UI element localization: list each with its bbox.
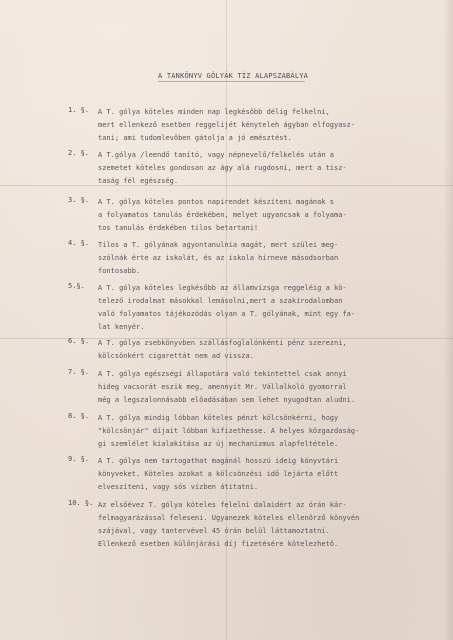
rule-number: 3. §. bbox=[68, 196, 90, 204]
rule-text: A T. gólya köteles minden nap legkésőbb délig felkelni, mert ellenkező esetben reggelijét kényteleh ágyban elfogyasz- tani; ami tudomlevőben gátolja a jó emésztést. bbox=[98, 108, 356, 142]
rule-text: A T. gólya köteles pontos napirendet készíteni magának s a folyamatos tanulás érdekében, melyet ugyancsak a folyama- tos tanulás érdekében tilos betartani! bbox=[98, 198, 347, 232]
rule-number: 8. §. bbox=[68, 412, 90, 420]
rule-text: A T.gólya /leendő tanító, vagy népnevelő/felkelés után a szemetet köteles gondosan az ágy alá rugdosni, mert a tisz- taság fél egészség. bbox=[98, 151, 347, 185]
rule-item bbox=[68, 337, 448, 363]
rule-number: 5.§. bbox=[68, 282, 85, 290]
rule-text: A T. gólya zsebkönyvben szállásfoglalónkénti pénz szerezni, kölcsönkért cigarettát nem ad vissza. bbox=[98, 339, 347, 360]
rule-text: Tilos a T. gólyának agyontanulnia magát, mert szülei meg- szólnák érte az iskolát, és az iskola hírneve másodsorban fontosabb. bbox=[98, 241, 339, 275]
rule-item bbox=[68, 282, 448, 334]
rule-item bbox=[68, 499, 448, 551]
rule-number: 9. §. bbox=[68, 455, 90, 463]
rule-item bbox=[68, 196, 448, 235]
rule-item bbox=[68, 106, 448, 145]
document-title: A TANKÖNYV GÓLYÁK TÍZ ALAPSZABÁLYA bbox=[158, 72, 309, 80]
rule-item bbox=[68, 239, 448, 278]
rule-text: A T. gólya mindig lóbban köteles pénzt kölcsönkérni, hogy "kölcsönjár" díjait lóbban kifizethesse. A helyes közgazdaság- gi szemlélet kialakítása az új mechanizmus alapfeltétele. bbox=[98, 414, 360, 448]
rule-item bbox=[68, 149, 448, 188]
rule-number: 4. §. bbox=[68, 239, 90, 247]
rule-text: Az elsőévez T. gólya köteles felelni dalaidért az órán kár- felmagyarázással feleseni. Ugyanezek köteles ellenőrző könyvén szájával, vagy tantervével 45 órán belül láttamoztatni. Ellenkező esetben különjárási díj fizetésére kötelezhető. bbox=[98, 501, 360, 548]
rule-item bbox=[68, 412, 448, 451]
rule-text: A T. gólya egészségi állapotára való tekintettel csak annyi hideg vacsorát eszik meg, amennyit Mr. Vállalkoló gyomorral még a legszalonnásabb előadásában sem lehet nyugodtan aludni. bbox=[98, 370, 356, 404]
rule-number: 1. §. bbox=[68, 106, 90, 114]
rule-item bbox=[68, 368, 448, 407]
rules-list bbox=[68, 106, 448, 551]
rule-item bbox=[68, 455, 448, 494]
title-underline bbox=[158, 81, 305, 82]
rule-number: 2. §. bbox=[68, 149, 90, 157]
rule-text: A T. gólya nem tartogathat magánál hosszú ideig könyvtári könyveket. Köteles azokat a kölcsönzési idő lejárta előtt elveszíteni, vagy sós vízben átitatni. bbox=[98, 457, 339, 491]
rule-text: A T. gólya köteles legkésőbb az államvizsga reggeléig a kö- telező irodalmat másokkal lemásolni,mert a szakirodalomban való folyamatos tájékozódás olyan a T. gólyának, mint egy fa- lat kenyér. bbox=[98, 284, 356, 331]
rule-number: 7. §. bbox=[68, 368, 90, 376]
rule-number: 10. §. bbox=[68, 499, 94, 507]
rule-number: 6. §. bbox=[68, 337, 90, 345]
